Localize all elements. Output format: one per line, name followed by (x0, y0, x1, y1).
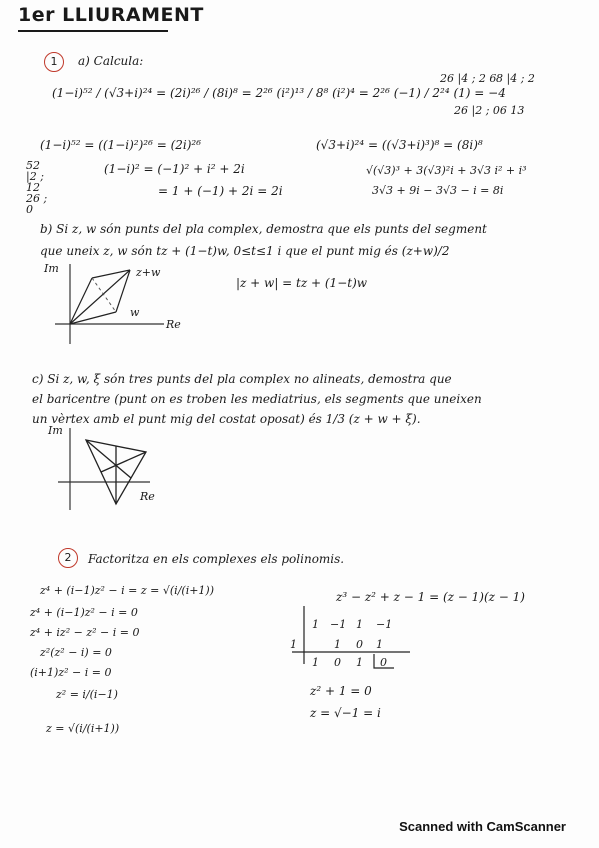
q2-left-step-6: z² = i/(i−1) (56, 688, 118, 701)
step-left-2: (1−i)² = (−1)² + i² + 2i (104, 162, 245, 176)
q2-statement: Factoritza en els complexes els polinomis. (88, 552, 345, 566)
step-left-3: = 1 + (−1) + 2i = 2i (158, 184, 283, 198)
graph-b-label-w: w (130, 306, 140, 319)
q2-left-step-1: z⁴ + (i−1)z² − i = z = √(i/(i+1)) (40, 584, 215, 597)
ruffini-divisor: 1 (290, 638, 297, 651)
q2-right-polynomial: z³ − z² + z − 1 = (z − 1)(z − 1) (336, 590, 525, 604)
question-1-number: 1 (44, 52, 64, 72)
page-title: 1er LLIURAMENT (18, 4, 204, 26)
q1-part-c-line2: el baricentre (punt on es troben les mediatrius, els segments que uneixen (32, 392, 482, 406)
step-right-1: (√3+i)²⁴ = ((√3+i)³)⁸ = (8i)⁸ (316, 138, 483, 152)
ruffini-row2-c1: 1 (334, 638, 341, 651)
q1-part-b-line1: b) Si z, w són punts del pla complex, demostra que els punts del segment (40, 222, 487, 236)
step-right-2: √(√3)³ + 3(√3)²i + 3√3 i² + i³ (366, 164, 527, 177)
ruffini-row1-c4: −1 (376, 618, 393, 631)
ruffini-row1-c3: 1 (356, 618, 363, 631)
q1-part-c-line1: c) Si z, w, ξ són tres punts del pla complex no alineats, demostra que (32, 372, 452, 386)
q1-part-b-line2: que uneix z, w són tz + (1−t)w, 0≤t≤1 i que el punt mig és (z+w)/2 (40, 244, 450, 258)
q1-part-b-modulus: |z + w| = tz + (1−t)w (236, 276, 368, 290)
ruffini-row3-c3: 1 (356, 656, 363, 669)
q2-left-step-3: z⁴ + iz² − z² − i = 0 (30, 626, 140, 639)
ruffini-row1-c1: 1 (312, 618, 319, 631)
q2-right-step-1: z² + 1 = 0 (310, 684, 372, 698)
q2-left-step-7: z = √(i/(i+1)) (46, 722, 120, 735)
ruffini-row3-c4: 0 (380, 656, 387, 669)
graph-b-axis-im: Im (44, 262, 59, 275)
step-left-side-division: 52 |2 ; 12 26 ; 0 (26, 159, 48, 216)
q1-part-c-line3: un vèrtex amb el punt mig del costat oposat) és 1/3 (z + w + ξ). (32, 412, 421, 426)
ruffini-row3-c1: 1 (312, 656, 319, 669)
graph-b-label-zw: z+w (136, 266, 161, 279)
graph-b-axis-re: Re (166, 318, 181, 331)
side-division-1: 26 |4 ; 2 6 (440, 72, 497, 85)
ruffini-row2-c3: 1 (376, 638, 383, 651)
graph-c-axis-re: Re (140, 490, 155, 503)
q2-right-step-2: z = √−1 = i (310, 706, 381, 720)
step-right-3: 3√3 + 9i − 3√3 − i = 8i (372, 184, 504, 197)
q2-left-step-2: z⁴ + (i−1)z² − i = 0 (30, 606, 138, 619)
ruffini-row2-c2: 0 (356, 638, 363, 651)
ruffini-row1-c2: −1 (330, 618, 347, 631)
question-2-number: 2 (58, 548, 78, 568)
q1-part-a-label: a) Calcula: (78, 54, 144, 68)
step-left-1: (1−i)⁵² = ((1−i)²)²⁶ = (2i)²⁶ (40, 138, 202, 152)
side-division-2: 8 |4 ; 2 (496, 72, 535, 85)
side-division-3: 26 |2 ; 06 13 (454, 104, 525, 117)
graph-c-axis-im: Im (48, 424, 63, 437)
q1-main-equation: (1−i)⁵² / (√3+i)²⁴ = (2i)²⁶ / (8i)⁸ = 2²⁶ (i²)¹³ / 8⁸ (i²)⁴ = 2²⁶ (−1) / 2²⁴ (1) = −4 (52, 86, 506, 100)
q2-left-step-5: (i+1)z² − i = 0 (30, 666, 112, 679)
ruffini-row3-c2: 0 (334, 656, 341, 669)
q2-left-step-4: z²(z² − i) = 0 (40, 646, 112, 659)
scanner-watermark: Scanned with CamScanner (399, 819, 566, 834)
